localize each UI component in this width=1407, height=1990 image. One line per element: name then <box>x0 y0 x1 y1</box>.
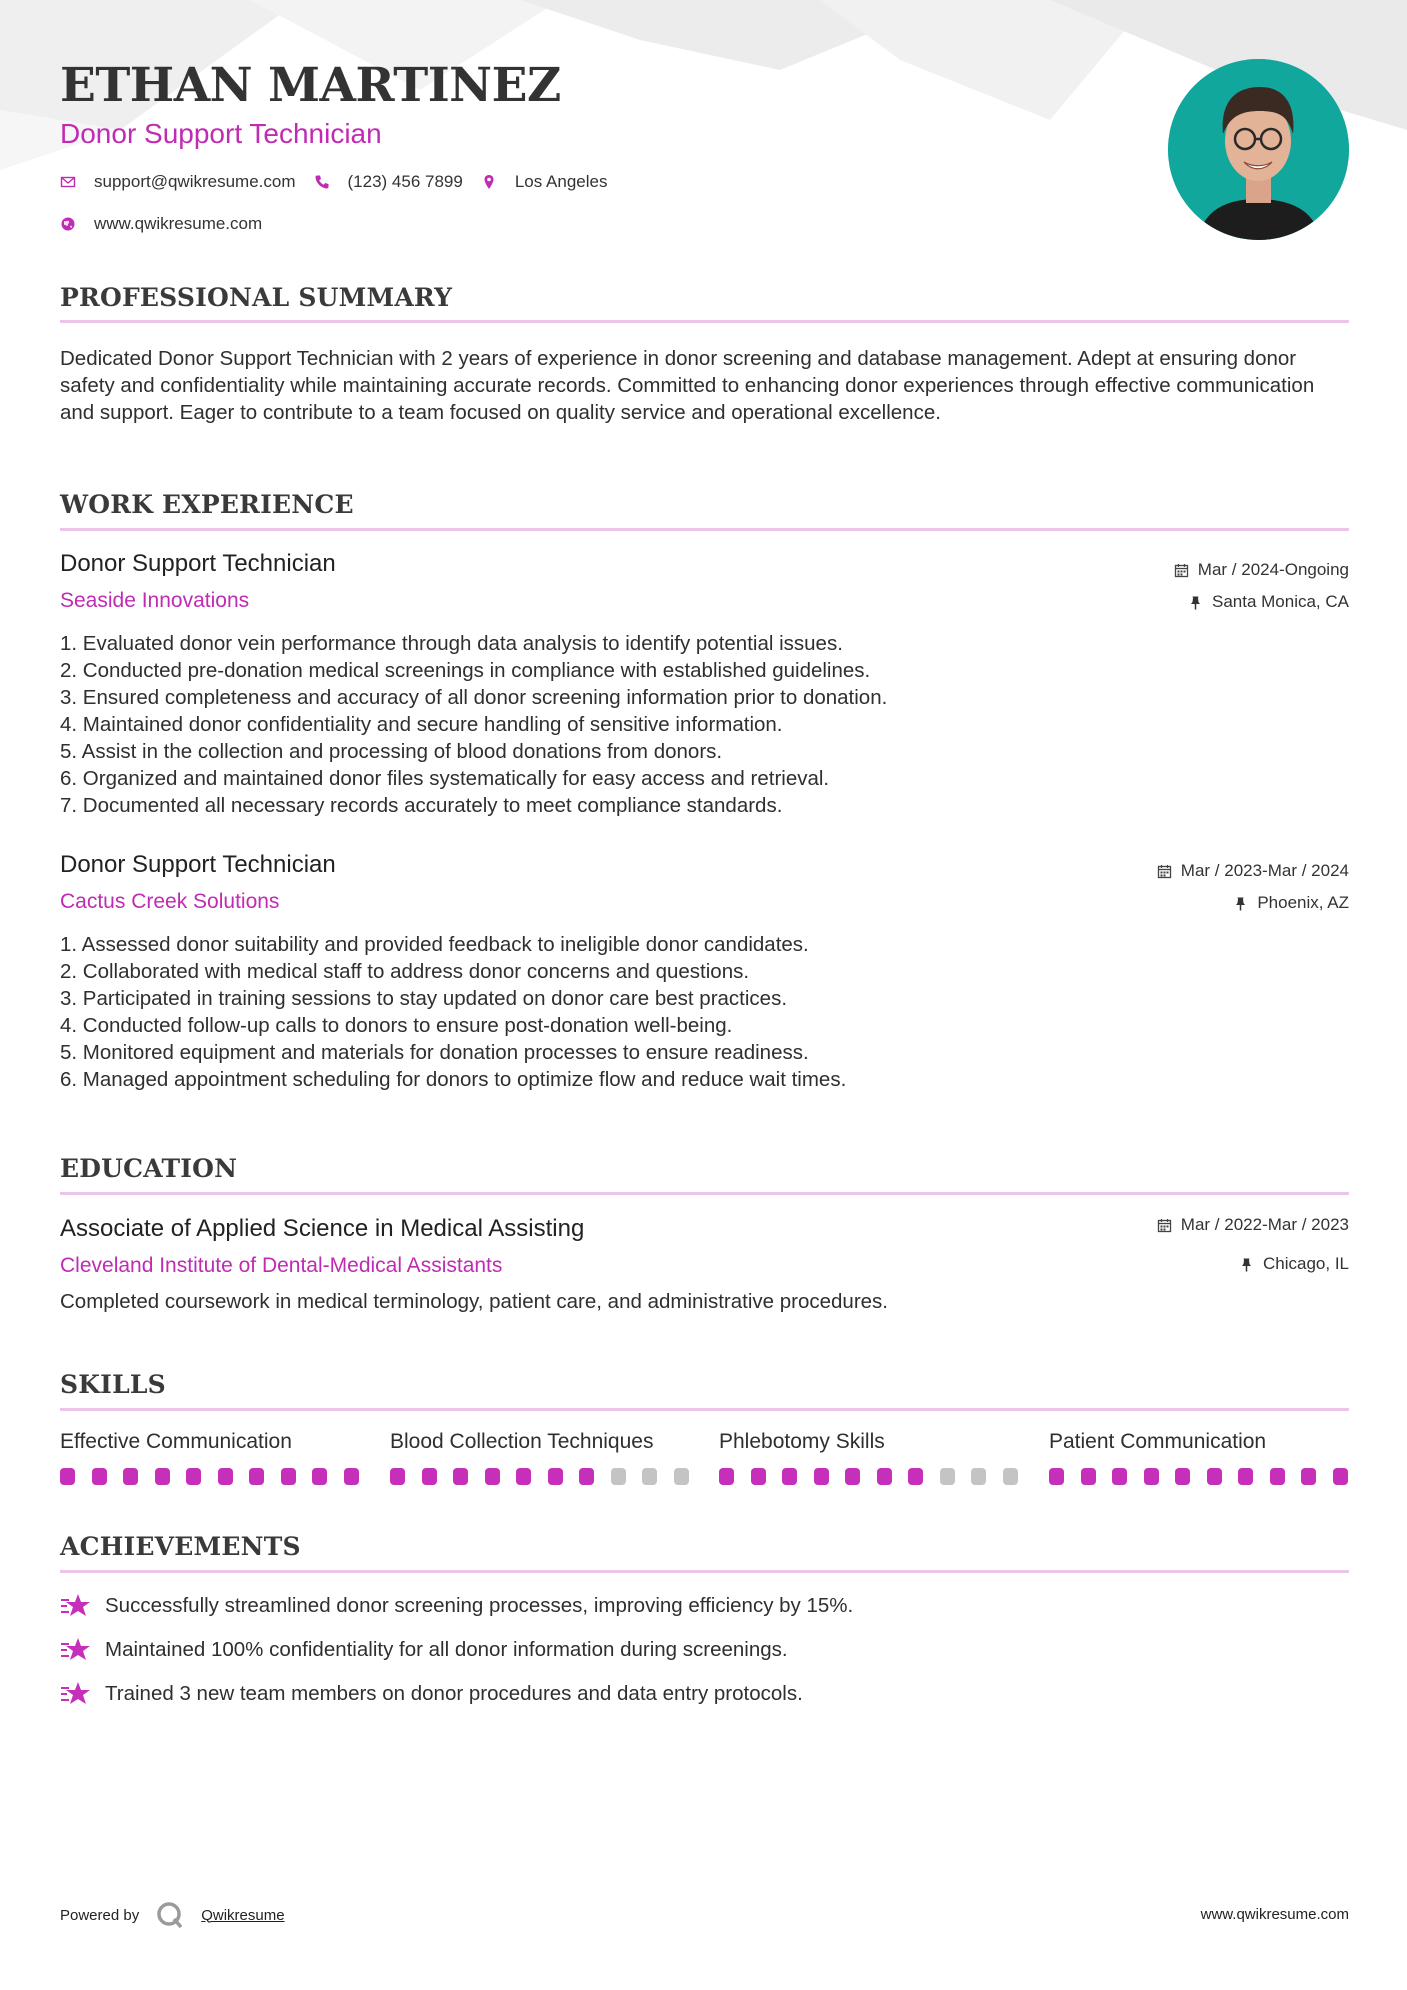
rating-dot-filled <box>782 1468 797 1485</box>
education-heading: EDUCATION <box>60 1154 238 1183</box>
email-item[interactable] <box>60 172 296 192</box>
candidate-name: ETHAN MARTINEZ <box>60 58 561 113</box>
list-item: 5. Monitored equipment and materials for donation processes to ensure readiness. <box>60 1041 809 1064</box>
contact-row-secondary <box>60 214 280 234</box>
job-1-dates <box>1174 560 1349 580</box>
job-2-bullets <box>60 931 1260 1093</box>
rating-dot-filled <box>60 1468 75 1485</box>
rating-dot-filled <box>155 1468 170 1485</box>
education-location-text: Chicago, IL <box>1263 1254 1349 1273</box>
achievements-heading: ACHIEVEMENTS <box>60 1532 301 1561</box>
achievements-divider <box>60 1570 1349 1573</box>
rating-dot-filled <box>579 1468 594 1485</box>
rating-dot-empty <box>642 1468 657 1485</box>
job-1-location-text: Santa Monica, CA <box>1211 592 1349 611</box>
rating-dot-empty <box>1003 1468 1018 1485</box>
list-item: 5. Assist in the collection and processing of blood donations from donors. <box>60 740 723 763</box>
rating-dot-filled <box>877 1468 892 1485</box>
job-2-company: Cactus Creek Solutions <box>60 890 280 913</box>
skill-name: Phlebotomy Skills <box>719 1430 885 1453</box>
list-item: 6. Managed appointment scheduling for donors to optimize flow and reduce wait times. <box>60 1068 847 1091</box>
location-text: Los Angeles <box>514 172 608 191</box>
skill-rating <box>60 1468 375 1485</box>
rating-dot-filled <box>548 1468 563 1485</box>
website-text: www.qwikresume.com <box>94 214 263 233</box>
rating-dot-filled <box>814 1468 829 1485</box>
achievement-text: Trained 3 new team members on donor procedures and data entry protocols. <box>105 1682 803 1705</box>
brand-link[interactable]: Qwikresume <box>201 1906 285 1924</box>
job-2-dates-text: Mar / 2023-Mar / 2024 <box>1180 861 1349 880</box>
education-school: Cleveland Institute of Dental-Medical Assistants <box>60 1254 503 1277</box>
job-2-dates <box>1157 861 1349 881</box>
rating-dot-filled <box>186 1468 201 1485</box>
rating-dot-filled <box>1049 1468 1064 1485</box>
achievement-text: Maintained 100% confidentiality for all donor information during screenings. <box>105 1638 788 1661</box>
globe-icon <box>60 216 76 232</box>
achievement-item <box>60 1636 788 1664</box>
rating-dot-filled <box>1333 1468 1348 1485</box>
star-icon <box>60 1636 92 1664</box>
email-text: support@qwikresume.com <box>94 172 296 191</box>
skill-item <box>60 1430 360 1454</box>
summary-heading: PROFESSIONAL SUMMARY <box>60 283 453 312</box>
star-icon <box>60 1592 92 1620</box>
rating-dot-filled <box>390 1468 405 1485</box>
skill-name: Blood Collection Techniques <box>390 1430 654 1453</box>
qwikresume-logo-icon <box>155 1900 185 1930</box>
rating-dot-filled <box>422 1468 437 1485</box>
calendar-icon <box>1157 1218 1172 1233</box>
list-item: 1. Assessed donor suitability and provided feedback to ineligible donor candidates. <box>60 933 809 956</box>
rating-dot-filled <box>516 1468 531 1485</box>
rating-dot-filled <box>845 1468 860 1485</box>
skill-name: Patient Communication <box>1049 1430 1267 1453</box>
skill-rating <box>719 1468 1034 1485</box>
education-dates <box>1157 1215 1349 1235</box>
rating-dot-filled <box>1207 1468 1222 1485</box>
profile-photo <box>1168 59 1349 240</box>
list-item: 1. Evaluated donor vein performance through data analysis to identify potential issues. <box>60 632 843 655</box>
rating-dot-empty <box>940 1468 955 1485</box>
job-2-title: Donor Support Technician <box>60 851 336 878</box>
star-icon <box>60 1680 92 1708</box>
pushpin-icon <box>1233 896 1248 911</box>
pushpin-icon <box>1239 1257 1254 1272</box>
job-1-company: Seaside Innovations <box>60 589 250 612</box>
summary-text: Dedicated Donor Support Technician with 2 years of experience in donor screening and database management. Adept at ensuring donor safety and confidentiality while maintaining accurate records. Committed to enhancing donor experiences through effective communication and support. Eager to contribute to a team focused on quality service and operational excellence. <box>60 347 1315 424</box>
map-pin-icon <box>481 174 497 190</box>
experience-divider <box>60 528 1349 531</box>
location-item <box>481 172 608 192</box>
list-item: 6. Organized and maintained donor files systematically for easy access and retrieval. <box>60 767 830 790</box>
summary-divider <box>60 320 1349 323</box>
skills-divider <box>60 1408 1349 1411</box>
list-item: 3. Ensured completeness and accuracy of all donor screening information prior to donation. <box>60 686 888 709</box>
rating-dot-filled <box>1175 1468 1190 1485</box>
phone-text: (123) 456 7899 <box>347 172 463 191</box>
candidate-title: Donor Support Technician <box>60 118 382 149</box>
pushpin-icon <box>1188 595 1203 610</box>
skill-rating <box>390 1468 705 1485</box>
footer-website[interactable]: www.qwikresume.com <box>1200 1906 1349 1923</box>
rating-dot-filled <box>344 1468 359 1485</box>
job-1-dates-text: Mar / 2024-Ongoing <box>1197 560 1349 579</box>
rating-dot-filled <box>249 1468 264 1485</box>
skill-item <box>1049 1430 1349 1454</box>
phone-icon <box>314 174 330 190</box>
skills-heading: SKILLS <box>60 1370 166 1399</box>
rating-dot-filled <box>92 1468 107 1485</box>
job-1-title: Donor Support Technician <box>60 550 336 577</box>
calendar-icon <box>1157 864 1172 879</box>
rating-dot-filled <box>908 1468 923 1485</box>
rating-dot-empty <box>674 1468 689 1485</box>
rating-dot-filled <box>485 1468 500 1485</box>
rating-dot-filled <box>453 1468 468 1485</box>
list-item: 7. Documented all necessary records accurately to meet compliance standards. <box>60 794 783 817</box>
education-location <box>1239 1254 1349 1274</box>
list-item: 4. Conducted follow-up calls to donors to ensure post-donation well-being. <box>60 1014 733 1037</box>
powered-by-label: Powered by <box>60 1906 140 1924</box>
rating-dot-filled <box>1301 1468 1316 1485</box>
education-description: Completed coursework in medical terminology, patient care, and administrative procedures. <box>60 1290 888 1313</box>
rating-dot-empty <box>611 1468 626 1485</box>
education-dates-text: Mar / 2022-Mar / 2023 <box>1180 1215 1349 1234</box>
skill-item <box>719 1430 1019 1454</box>
education-degree: Associate of Applied Science in Medical Assisting <box>60 1215 585 1242</box>
footer-powered-by <box>60 1900 285 1930</box>
rating-dot-filled <box>1270 1468 1285 1485</box>
email-icon <box>60 174 76 190</box>
job-2-location-text: Phoenix, AZ <box>1257 893 1349 912</box>
rating-dot-filled <box>1112 1468 1127 1485</box>
job-1-location <box>1188 592 1349 612</box>
job-1-bullets <box>60 630 1260 819</box>
rating-dot-filled <box>1144 1468 1159 1485</box>
list-item: 3. Participated in training sessions to stay updated on donor care best practices. <box>60 987 788 1010</box>
calendar-icon <box>1174 563 1189 578</box>
rating-dot-filled <box>1081 1468 1096 1485</box>
phone-item[interactable] <box>314 172 463 192</box>
rating-dot-filled <box>218 1468 233 1485</box>
rating-dot-filled <box>281 1468 296 1485</box>
skill-rating <box>1049 1468 1364 1485</box>
rating-dot-filled <box>751 1468 766 1485</box>
achievement-item <box>60 1680 803 1708</box>
rating-dot-filled <box>719 1468 734 1485</box>
education-divider <box>60 1192 1349 1195</box>
list-item: 2. Collaborated with medical staff to address donor concerns and questions. <box>60 960 750 983</box>
achievement-item <box>60 1592 853 1620</box>
achievement-text: Successfully streamlined donor screening processes, improving efficiency by 15%. <box>105 1594 854 1617</box>
rating-dot-filled <box>1238 1468 1253 1485</box>
list-item: 4. Maintained donor confidentiality and secure handling of sensitive information. <box>60 713 783 736</box>
job-2-location <box>1233 893 1349 913</box>
rating-dot-filled <box>123 1468 138 1485</box>
skill-name: Effective Communication <box>60 1430 292 1453</box>
skill-item <box>390 1430 690 1454</box>
website-item[interactable] <box>60 214 262 234</box>
experience-heading: WORK EXPERIENCE <box>60 490 354 519</box>
rating-dot-filled <box>312 1468 327 1485</box>
contact-row-primary <box>60 172 625 192</box>
rating-dot-empty <box>971 1468 986 1485</box>
list-item: 2. Conducted pre-donation medical screenings in compliance with established guidelines. <box>60 659 871 682</box>
